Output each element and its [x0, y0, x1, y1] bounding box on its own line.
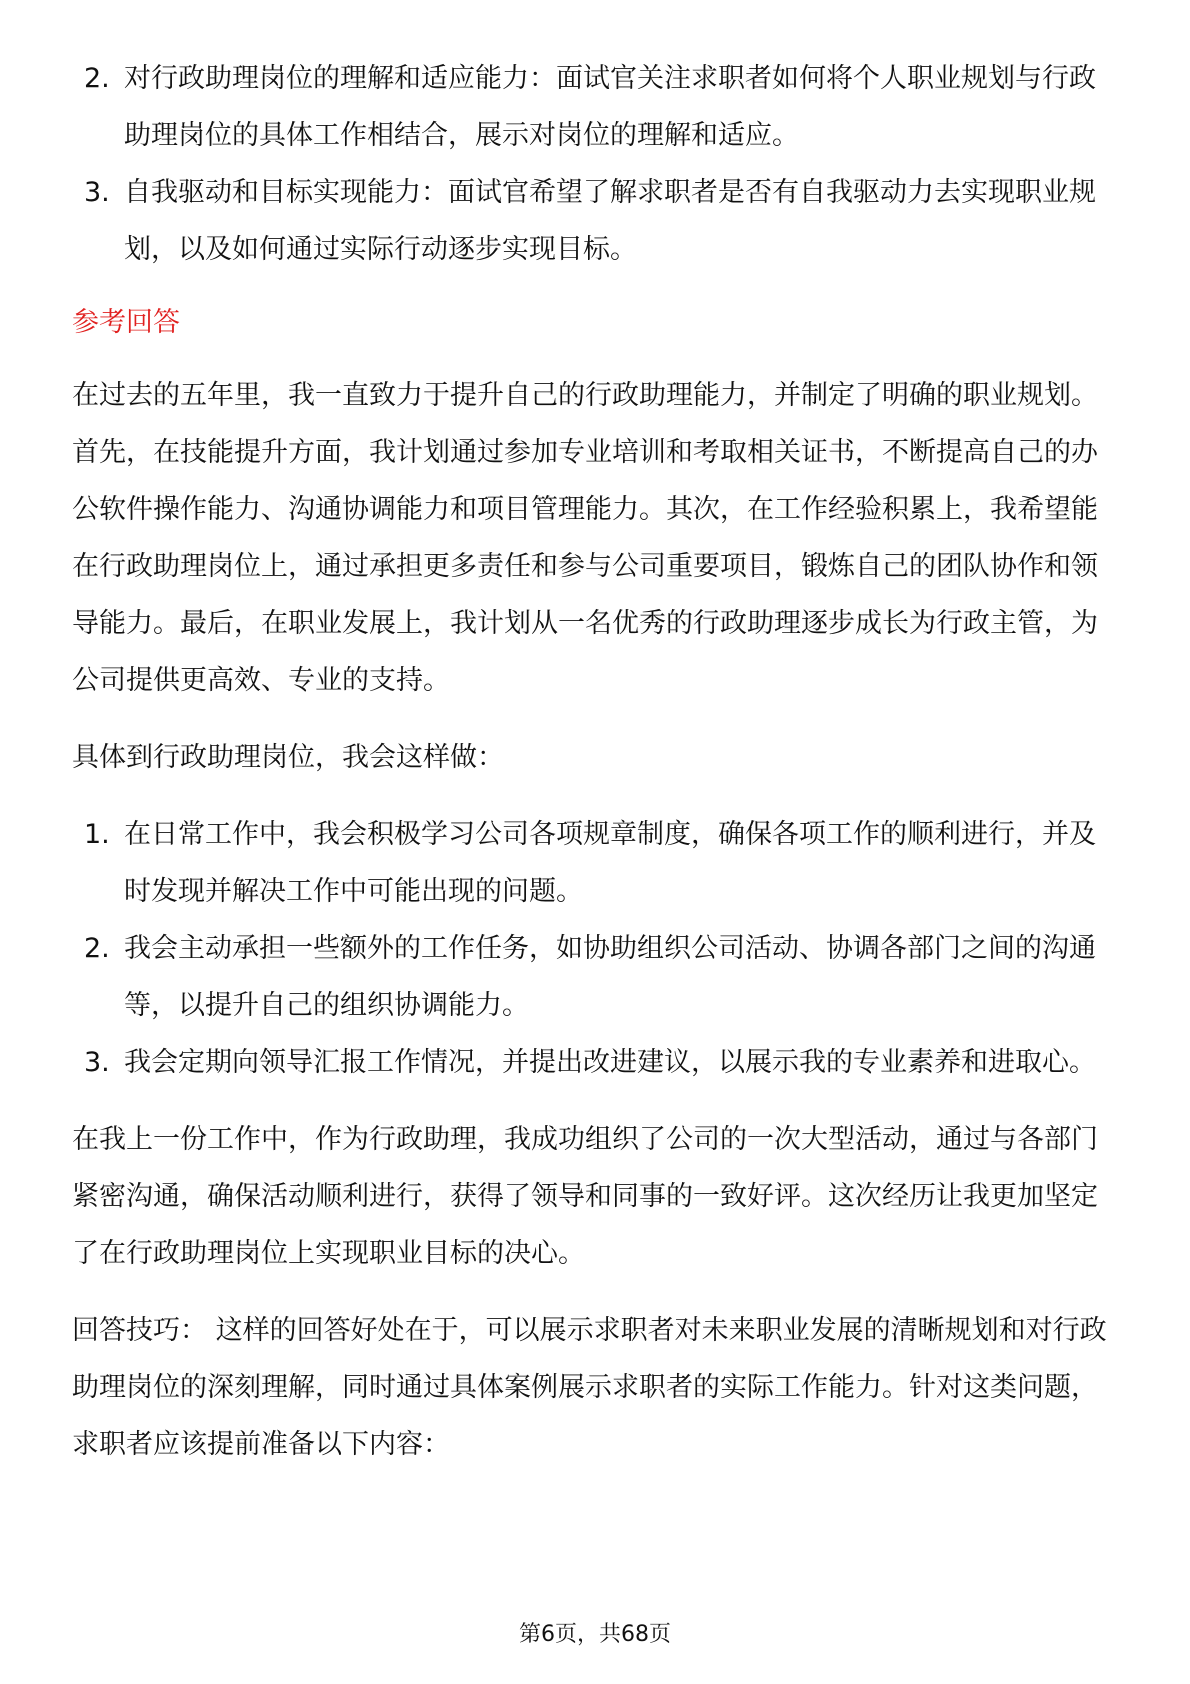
paragraph: 具体到行政助理岗位，我会这样做：	[72, 742, 504, 773]
list-item	[72, 806, 1122, 920]
list-item-text: 我会主动承担一些额外的工作任务，如协助组织公司活动、协调各部门之间的沟通等，以提升自己的组织协调能力。	[124, 933, 1096, 1021]
page-number: 第6页，共68页	[519, 1622, 671, 1647]
list-item-text: 对行政助理岗位的理解和适应能力：面试官关注求职者如何将个人职业规划与行政助理岗位的具体工作相结合，展示对岗位的理解和适应。	[124, 63, 1096, 151]
list-number: 2.	[84, 63, 110, 94]
list-item	[72, 164, 1122, 278]
list-item-text: 在日常工作中，我会积极学习公司各项规章制度，确保各项工作的顺利进行，并及时发现并解决工作中可能出现的问题。	[124, 819, 1096, 907]
list-item-text: 自我驱动和目标实现能力：面试官希望了解求职者是否有自我驱动力去实现职业规划，以及如何通过实际行动逐步实现目标。	[124, 177, 1096, 265]
page-content	[72, 50, 1122, 1473]
list-item	[72, 920, 1122, 1034]
paragraph: 在过去的五年里，我一直致力于提升自己的行政助理能力，并制定了明确的职业规划。首先，在技能提升方面，我计划通过参加专业培训和考取相关证书，不断提高自己的办公软件操作能力、沟通协调能力和项目管理能力。其次，在工作经验积累上，我希望能在行政助理岗位上，通过承担更多责任和参与公司重要项目，锻炼自己的团队协作和领导能力。最后，在职业发展上，我计划从一名优秀的行政助理逐步成长为行政主管，为公司提供更高效、专业的支持。	[72, 380, 1098, 696]
list-number: 1.	[84, 819, 110, 850]
list-number: 3.	[84, 1047, 110, 1078]
list-number: 2.	[84, 933, 110, 964]
paragraph: 回答技巧： 这样的回答好处在于，可以展示求职者对未来职业发展的清晰规划和对行政助理岗位的深刻理解，同时通过具体案例展示求职者的实际工作能力。针对这类问题，求职者应该提前准备以下内容：	[72, 1315, 1107, 1460]
paragraph: 在我上一份工作中，作为行政助理，我成功组织了公司的一次大型活动，通过与各部门紧密沟通，确保活动顺利进行，获得了领导和同事的一致好评。这次经历让我更加坚定了在行政助理岗位上实现职业目标的决心。	[72, 1124, 1098, 1269]
criteria-list	[72, 50, 1122, 278]
section-heading: 参考回答	[72, 307, 180, 338]
list-number: 3.	[84, 177, 110, 208]
list-item	[72, 1034, 1122, 1091]
list-item-text: 我会定期向领导汇报工作情况，并提出改进建议，以展示我的专业素养和进取心。	[124, 1047, 1096, 1078]
action-list	[72, 806, 1122, 1091]
list-item	[72, 50, 1122, 164]
